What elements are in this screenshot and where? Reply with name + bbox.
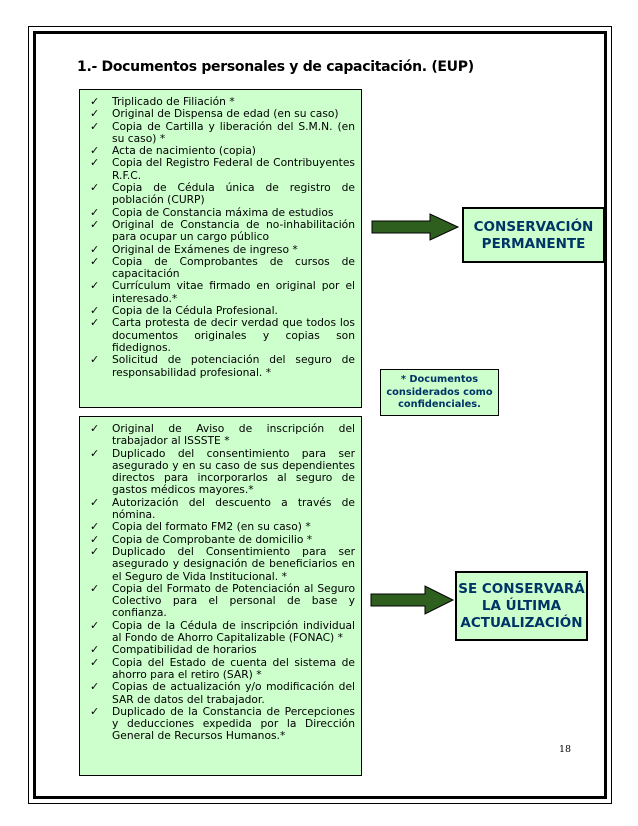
checkmark-icon: ✓	[90, 242, 100, 256]
list-item-text: Original de Dispensa de edad (en su caso)	[112, 107, 339, 121]
checkmark-icon: ✓	[90, 304, 100, 318]
list-item-text: Currículum vitae firmado en original por el interesado.*	[112, 279, 355, 305]
list-item-text: Copia del Formato de Potenciación al Seguro Colectivo para el personal de base y confianza.	[112, 581, 355, 620]
list-item	[88, 620, 355, 645]
list-item-text: Original de Exámenes de ingreso *	[112, 242, 298, 256]
list-item-text: Copia de Comprobante de domicilio *	[112, 532, 313, 546]
list-item-text: Copia del formato FM2 (en su caso) *	[112, 520, 311, 534]
list-item-text: Copias de actualización y/o modificación del SAR de datos del trabajador.	[112, 680, 355, 706]
callout-line: PERMANENTE	[481, 236, 586, 252]
checkmark-icon: ✓	[90, 156, 100, 170]
list-item-text: Duplicado del consentimiento para ser asegurado y en su caso de sus dependientes directos para incorporarlos al seguro de gastos médicos mayores.*	[112, 446, 355, 497]
page-number: 18	[559, 744, 572, 755]
checkmark-icon: ✓	[90, 422, 100, 435]
checkmark-icon: ✓	[90, 254, 100, 268]
documents-list-permanent	[79, 89, 362, 408]
list-item-text: Copia de Constancia máxima de estudios	[112, 205, 334, 219]
list-item-text: Autorización del descuento a través de nómina.	[112, 495, 355, 522]
checkmark-icon: ✓	[90, 119, 100, 133]
checkmark-icon: ✓	[90, 107, 100, 121]
list-item	[88, 681, 355, 706]
note-line: confidenciales.	[398, 399, 481, 410]
callout-line: SE CONSERVARÁ	[458, 581, 585, 597]
callout-line: CONSERVACIÓN	[473, 219, 594, 235]
list-item-text: Triplicado de Filiación *	[112, 95, 235, 108]
list-item	[88, 546, 355, 583]
note-line: considerados como	[386, 386, 493, 398]
list-item-text: Copia del Registro Federal de Contribuyentes R.F.C.	[112, 156, 355, 182]
checkmark-icon: ✓	[90, 279, 100, 293]
list-item	[88, 157, 355, 182]
list-item	[88, 706, 355, 743]
list-item-text: Copia del Estado de cuenta del sistema de ahorro para el retiro (SAR) *	[112, 655, 355, 681]
documents-list-latest-update	[79, 416, 362, 776]
confidential-note	[380, 369, 499, 416]
list-item	[88, 121, 355, 146]
list-item-text: Copia de la Cédula Profesional.	[112, 304, 278, 318]
list-item	[88, 256, 355, 281]
list-item	[88, 423, 355, 448]
list-item-text: Copia de Comprobantes de cursos de capacitación	[112, 254, 355, 281]
list-item-text: Duplicado de la Constancia de Percepciones y deducciones expedida por la Dirección General de Recursos Humanos.*	[112, 704, 355, 743]
checkmark-icon: ✓	[90, 655, 100, 669]
checkmark-icon: ✓	[90, 680, 100, 694]
checkmark-icon: ✓	[90, 581, 100, 595]
checkmark-icon: ✓	[90, 495, 100, 509]
retention-label-permanent	[462, 207, 605, 263]
list-item	[88, 317, 355, 354]
list-item-text: Copia de Cédula única de registro de población (CURP)	[112, 181, 355, 207]
checkmark-icon: ✓	[90, 532, 100, 546]
checkmark-icon: ✓	[90, 205, 100, 219]
list-item-text: Original de Constancia de no-inhabilitación para ocupar un cargo público	[112, 217, 355, 244]
checkmark-icon: ✓	[90, 316, 100, 330]
list-item	[88, 583, 355, 620]
list-item-text: Solicitud de potenciación del seguro de responsabilidad profesional. *	[112, 353, 355, 379]
list-item	[88, 497, 355, 522]
list-item	[88, 354, 355, 379]
checklist-permanent	[88, 96, 355, 379]
checkmark-icon: ✓	[90, 618, 100, 632]
list-item	[88, 182, 355, 207]
list-item-text: Carta protesta de decir verdad que todos los documentos originales y copias son fidedignos.	[112, 316, 355, 354]
note-line: * Documentos	[400, 374, 479, 385]
right-arrow-icon	[370, 213, 460, 241]
checkmark-icon: ✓	[90, 704, 100, 718]
checkmark-icon: ✓	[90, 643, 100, 657]
list-item	[88, 657, 355, 682]
checkmark-icon: ✓	[90, 181, 100, 195]
checkmark-icon: ✓	[90, 95, 100, 108]
section-heading: 1.- Documentos personales y de capacitación. (EUP)	[77, 59, 474, 75]
checkmark-icon: ✓	[90, 353, 100, 367]
checkmark-icon: ✓	[90, 144, 100, 158]
checklist-latest-update	[88, 423, 355, 743]
list-item	[88, 448, 355, 497]
checkmark-icon: ✓	[90, 446, 100, 460]
list-item-text: Compatibilidad de horarios	[112, 643, 257, 657]
list-item-text: Copia de Cartilla y liberación del S.M.N. (en su caso) *	[112, 119, 355, 145]
checkmark-icon: ✓	[90, 544, 100, 558]
checkmark-icon: ✓	[90, 520, 100, 534]
right-arrow-icon	[369, 585, 455, 615]
list-item-text: Acta de nacimiento (copia)	[112, 144, 256, 158]
list-item-text: Copia de la Cédula de inscripción individual al Fondo de Ahorro Capitalizable (FONAC) *	[112, 618, 355, 645]
list-item-text: Duplicado del Consentimiento para ser asegurado y designación de beneficiarios en el Seguro de Vida Institucional. *	[112, 544, 355, 583]
callout-line: ACTUALIZACIÓN	[460, 615, 583, 631]
list-item	[88, 280, 355, 305]
checkmark-icon: ✓	[90, 217, 100, 231]
list-item-text: Original de Aviso de inscripción del trabajador al ISSSTE *	[112, 422, 355, 448]
list-item	[88, 219, 355, 244]
callout-line: LA ÚLTIMA	[481, 598, 562, 614]
retention-label-latest-update	[455, 571, 588, 641]
